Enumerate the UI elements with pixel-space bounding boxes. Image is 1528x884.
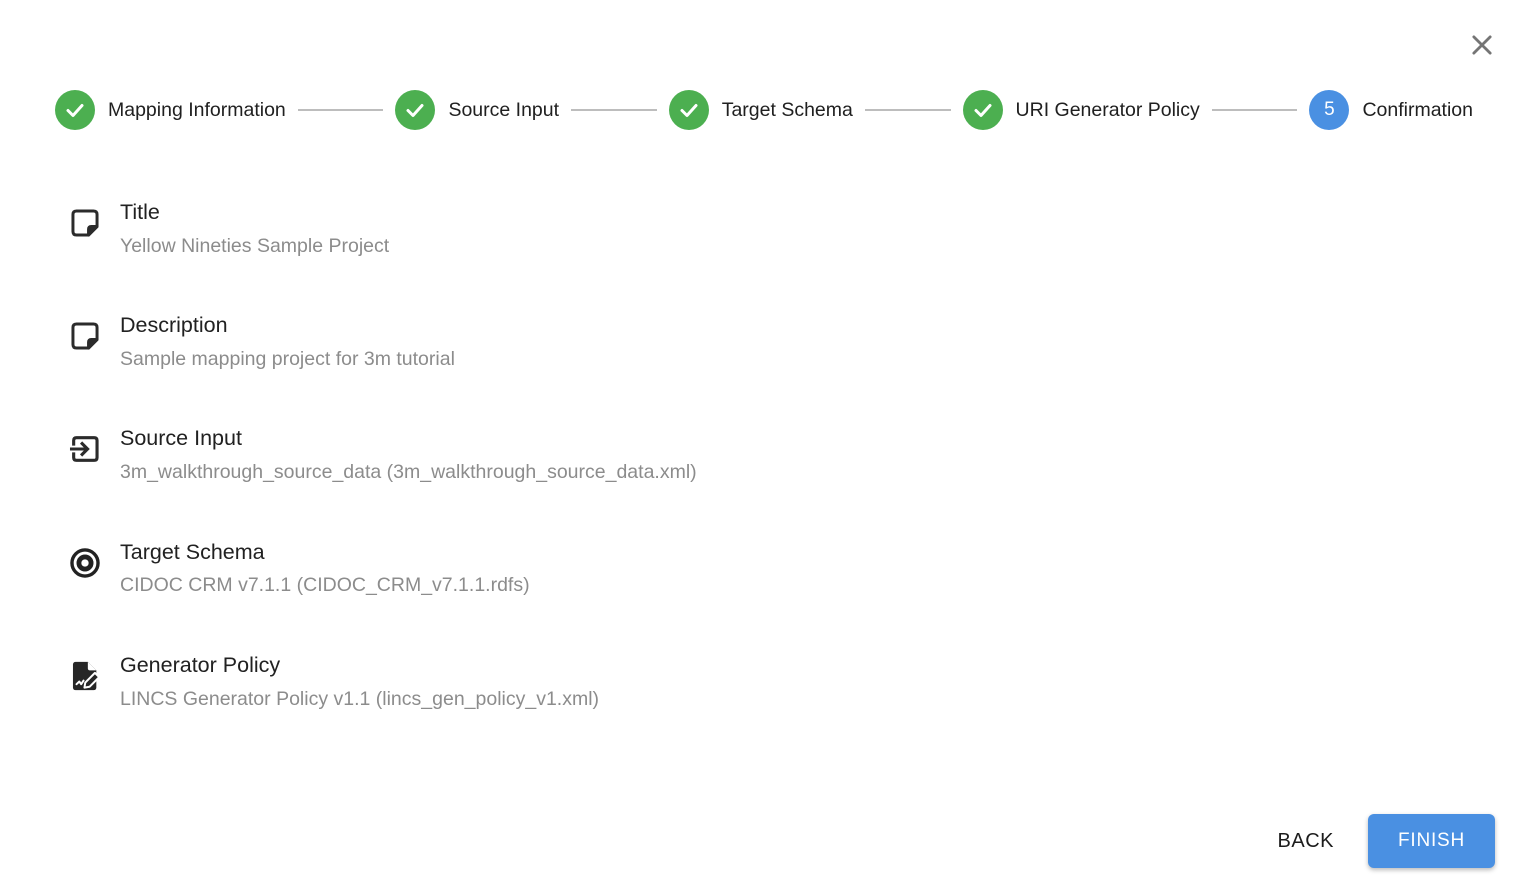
step-label: Target Schema bbox=[721, 98, 853, 121]
step-label: URI Generator Policy bbox=[1015, 98, 1200, 121]
summary-value: 3m_walkthrough_source_data (3m_walkthrough_source_data.xml) bbox=[120, 461, 697, 484]
summary-row-description bbox=[68, 313, 1468, 371]
back-button[interactable]: BACK bbox=[1262, 820, 1350, 863]
step-mapping-information[interactable] bbox=[55, 90, 286, 130]
step-label: Confirmation bbox=[1362, 98, 1473, 121]
finish-button[interactable]: FINISH bbox=[1368, 814, 1495, 868]
edit-document-icon bbox=[68, 653, 120, 693]
step-connector bbox=[1212, 109, 1298, 111]
step-connector bbox=[865, 109, 951, 111]
summary-value: Yellow Nineties Sample Project bbox=[120, 234, 390, 257]
note-icon bbox=[68, 200, 120, 240]
step-completed-circle bbox=[395, 90, 435, 130]
step-connector bbox=[571, 109, 657, 111]
step-target-schema[interactable] bbox=[669, 90, 853, 130]
summary-label: Title bbox=[120, 200, 160, 224]
step-completed-circle bbox=[669, 90, 709, 130]
check-icon bbox=[971, 98, 995, 122]
summary-row-target-schema bbox=[68, 540, 1468, 598]
note-icon bbox=[68, 313, 120, 353]
step-active-circle bbox=[1309, 90, 1349, 130]
summary-row-title bbox=[68, 200, 1468, 258]
wizard-stepper bbox=[0, 90, 1528, 130]
target-icon bbox=[68, 540, 120, 580]
summary-value: LINCS Generator Policy v1.1 (lincs_gen_policy_v1.xml) bbox=[120, 687, 600, 710]
step-number: 5 bbox=[1324, 99, 1335, 120]
close-icon bbox=[1468, 31, 1496, 59]
summary-row-source-input bbox=[68, 426, 1468, 484]
check-icon bbox=[677, 98, 701, 122]
dialog-actions bbox=[1262, 814, 1495, 868]
confirmation-summary bbox=[68, 200, 1468, 766]
summary-label: Generator Policy bbox=[120, 652, 281, 677]
step-uri-generator-policy[interactable] bbox=[963, 90, 1200, 130]
summary-label: Target Schema bbox=[120, 539, 265, 564]
check-icon bbox=[403, 98, 427, 122]
step-confirmation[interactable] bbox=[1309, 90, 1473, 130]
summary-label: Source Input bbox=[120, 426, 242, 451]
summary-value: Sample mapping project for 3m tutorial bbox=[120, 347, 455, 370]
step-label: Source Input bbox=[448, 98, 560, 121]
summary-value: CIDOC CRM v7.1.1 (CIDOC_CRM_v7.1.1.rdfs) bbox=[120, 574, 530, 597]
check-icon bbox=[63, 98, 87, 122]
close-button[interactable] bbox=[1465, 28, 1499, 62]
step-connector bbox=[298, 109, 384, 111]
step-completed-circle bbox=[55, 90, 95, 130]
input-icon bbox=[68, 426, 120, 466]
step-completed-circle bbox=[963, 90, 1003, 130]
summary-label: Description bbox=[120, 313, 228, 338]
step-source-input[interactable] bbox=[395, 90, 559, 130]
summary-row-generator-policy bbox=[68, 653, 1468, 711]
step-label: Mapping Information bbox=[108, 98, 286, 121]
